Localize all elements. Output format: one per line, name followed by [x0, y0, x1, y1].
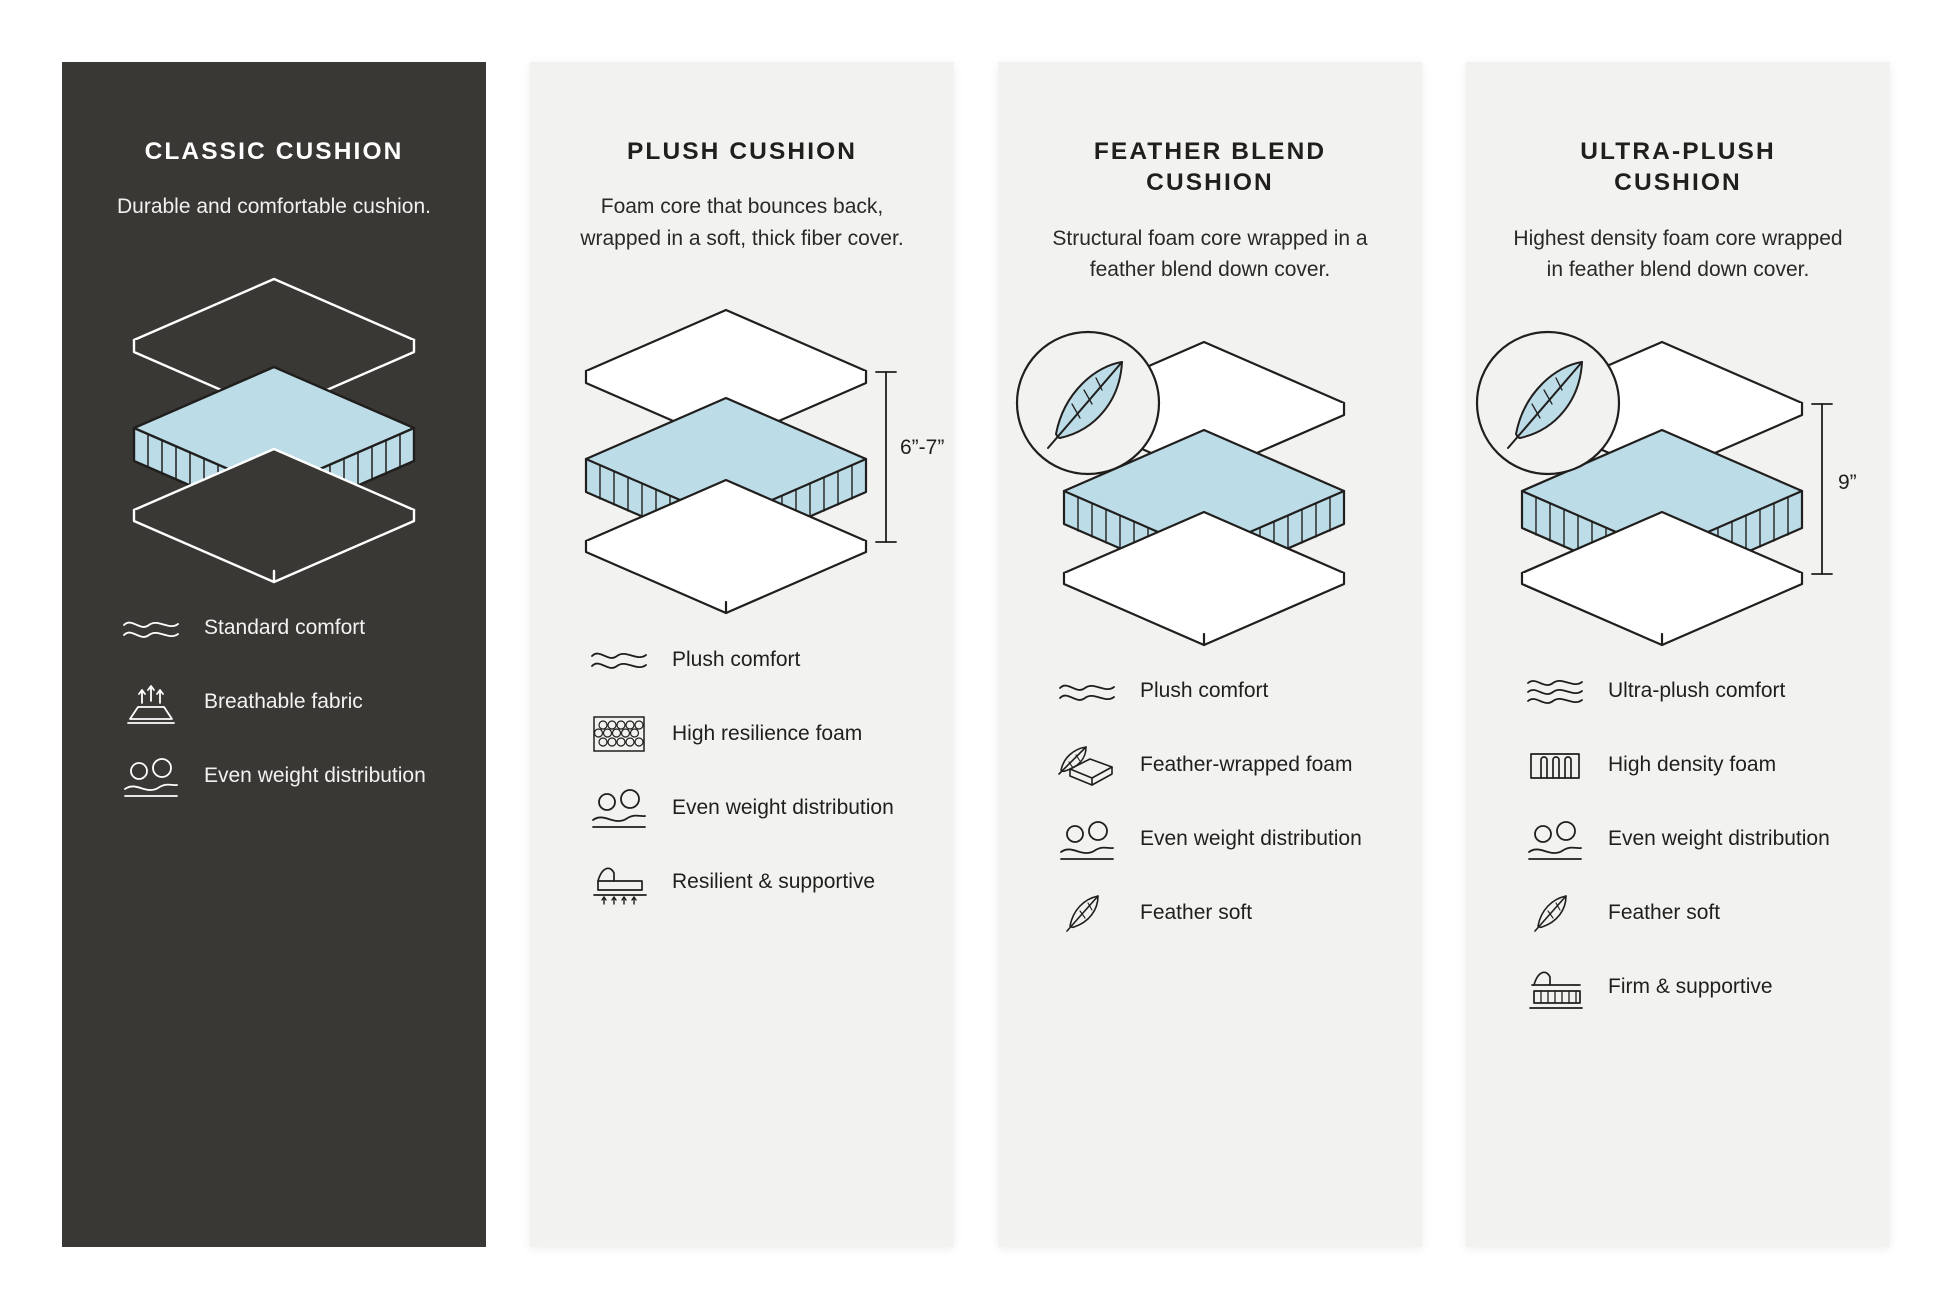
list-item-label: Even weight distribution — [672, 795, 894, 819]
dimension-bracket — [876, 372, 896, 542]
feature-list — [998, 668, 1422, 938]
dimension-bracket — [1812, 404, 1832, 574]
list-item-label: High resilience foam — [672, 721, 863, 745]
list-item-label: Feather-wrapped foam — [1140, 753, 1353, 777]
even-weight-distribution-icon — [1524, 816, 1586, 864]
cushion-card-feather-blend — [998, 62, 1422, 1247]
feather-icon — [1524, 890, 1586, 938]
list-item-label: Ultra-plush comfort — [1608, 679, 1786, 703]
dimension-label-wrap — [1838, 471, 1857, 495]
feature-list — [1466, 668, 1890, 1012]
dimension-label-wrap — [900, 436, 944, 460]
exploded-cushion-diagram-plush — [530, 276, 954, 626]
list-item — [120, 679, 428, 727]
resilient-support-icon — [588, 858, 650, 906]
card-title: PLUSH CUSHION — [626, 138, 858, 165]
high-density-foam-icon — [1524, 742, 1586, 790]
exploded-cushion-diagram-classic — [62, 245, 486, 595]
list-item — [1056, 816, 1364, 864]
list-item — [1056, 742, 1364, 790]
feather-badge-icon — [1477, 332, 1619, 474]
cushion-layers-illustration — [530, 276, 954, 626]
list-item-label: Even weight distribution — [1140, 827, 1362, 851]
feather-badge-icon — [1017, 332, 1159, 474]
card-title: FEATHER BLEND CUSHION — [1093, 138, 1327, 197]
card-description: Structural foam core wrapped in a feather blend down cover. — [1052, 226, 1368, 282]
card-title: ULTRA-PLUSH CUSHION — [1580, 138, 1776, 197]
cushion-layers-illustration — [998, 308, 1422, 658]
list-item — [1524, 890, 1832, 938]
wave-lines-icon — [588, 636, 650, 684]
card-description: Durable and comfortable cushion. — [116, 195, 431, 219]
cushion-card-classic — [62, 62, 486, 1247]
dimension-label: 9” — [1838, 470, 1857, 494]
list-item — [120, 605, 428, 653]
card-description: Foam core that bounces back, wrapped in a soft, thick fiber cover. — [580, 195, 904, 250]
list-item — [588, 636, 896, 684]
feather-wrapped-foam-icon — [1056, 742, 1118, 790]
even-weight-distribution-icon — [120, 753, 182, 801]
firm-support-icon — [1524, 964, 1586, 1012]
list-item — [1524, 964, 1832, 1012]
list-item — [588, 710, 896, 758]
list-item — [588, 858, 896, 906]
honeycomb-foam-icon — [588, 710, 650, 758]
list-item — [588, 784, 896, 832]
cushion-layers-illustration — [1466, 308, 1890, 658]
cushion-card-ultra-plush — [1466, 62, 1890, 1247]
card-title: CLASSIC CUSHION — [144, 138, 404, 165]
list-item-label: Firm & supportive — [1608, 975, 1773, 999]
list-item-label: High density foam — [1608, 753, 1777, 777]
card-description: Highest density foam core wrapped in feather blend down cover. — [1513, 226, 1843, 282]
list-item-label: Breathable fabric — [204, 690, 363, 714]
list-item-label: Plush comfort — [1140, 679, 1269, 703]
list-item — [120, 753, 428, 801]
even-weight-distribution-icon — [1056, 816, 1118, 864]
feather-icon — [1056, 890, 1118, 938]
list-item-label: Even weight distribution — [1608, 827, 1830, 851]
list-item-label: Plush comfort — [672, 647, 801, 671]
list-item-label: Standard comfort — [204, 616, 366, 640]
list-item-label: Even weight distribution — [204, 764, 426, 788]
list-item — [1056, 668, 1364, 716]
wave-lines-icon — [1056, 668, 1118, 716]
dimension-label: 6”-7” — [900, 436, 945, 460]
exploded-cushion-diagram-feather-blend — [998, 308, 1422, 658]
cushion-layers-illustration — [62, 245, 486, 595]
wave-lines-icon — [120, 605, 182, 653]
list-item — [1524, 742, 1832, 790]
exploded-cushion-diagram-ultra-plush — [1466, 308, 1890, 658]
list-item-label: Feather soft — [1140, 901, 1253, 925]
list-item-label: Feather soft — [1608, 901, 1721, 925]
list-item-label: Resilient & supportive — [672, 869, 876, 893]
breathable-fabric-icon — [120, 679, 182, 727]
feature-list — [62, 605, 486, 801]
feature-list — [530, 636, 954, 906]
cushion-card-plush — [530, 62, 954, 1247]
wave-lines-icon — [1524, 668, 1586, 716]
list-item — [1056, 890, 1364, 938]
list-item — [1524, 816, 1832, 864]
even-weight-distribution-icon — [588, 784, 650, 832]
list-item — [1524, 668, 1832, 716]
